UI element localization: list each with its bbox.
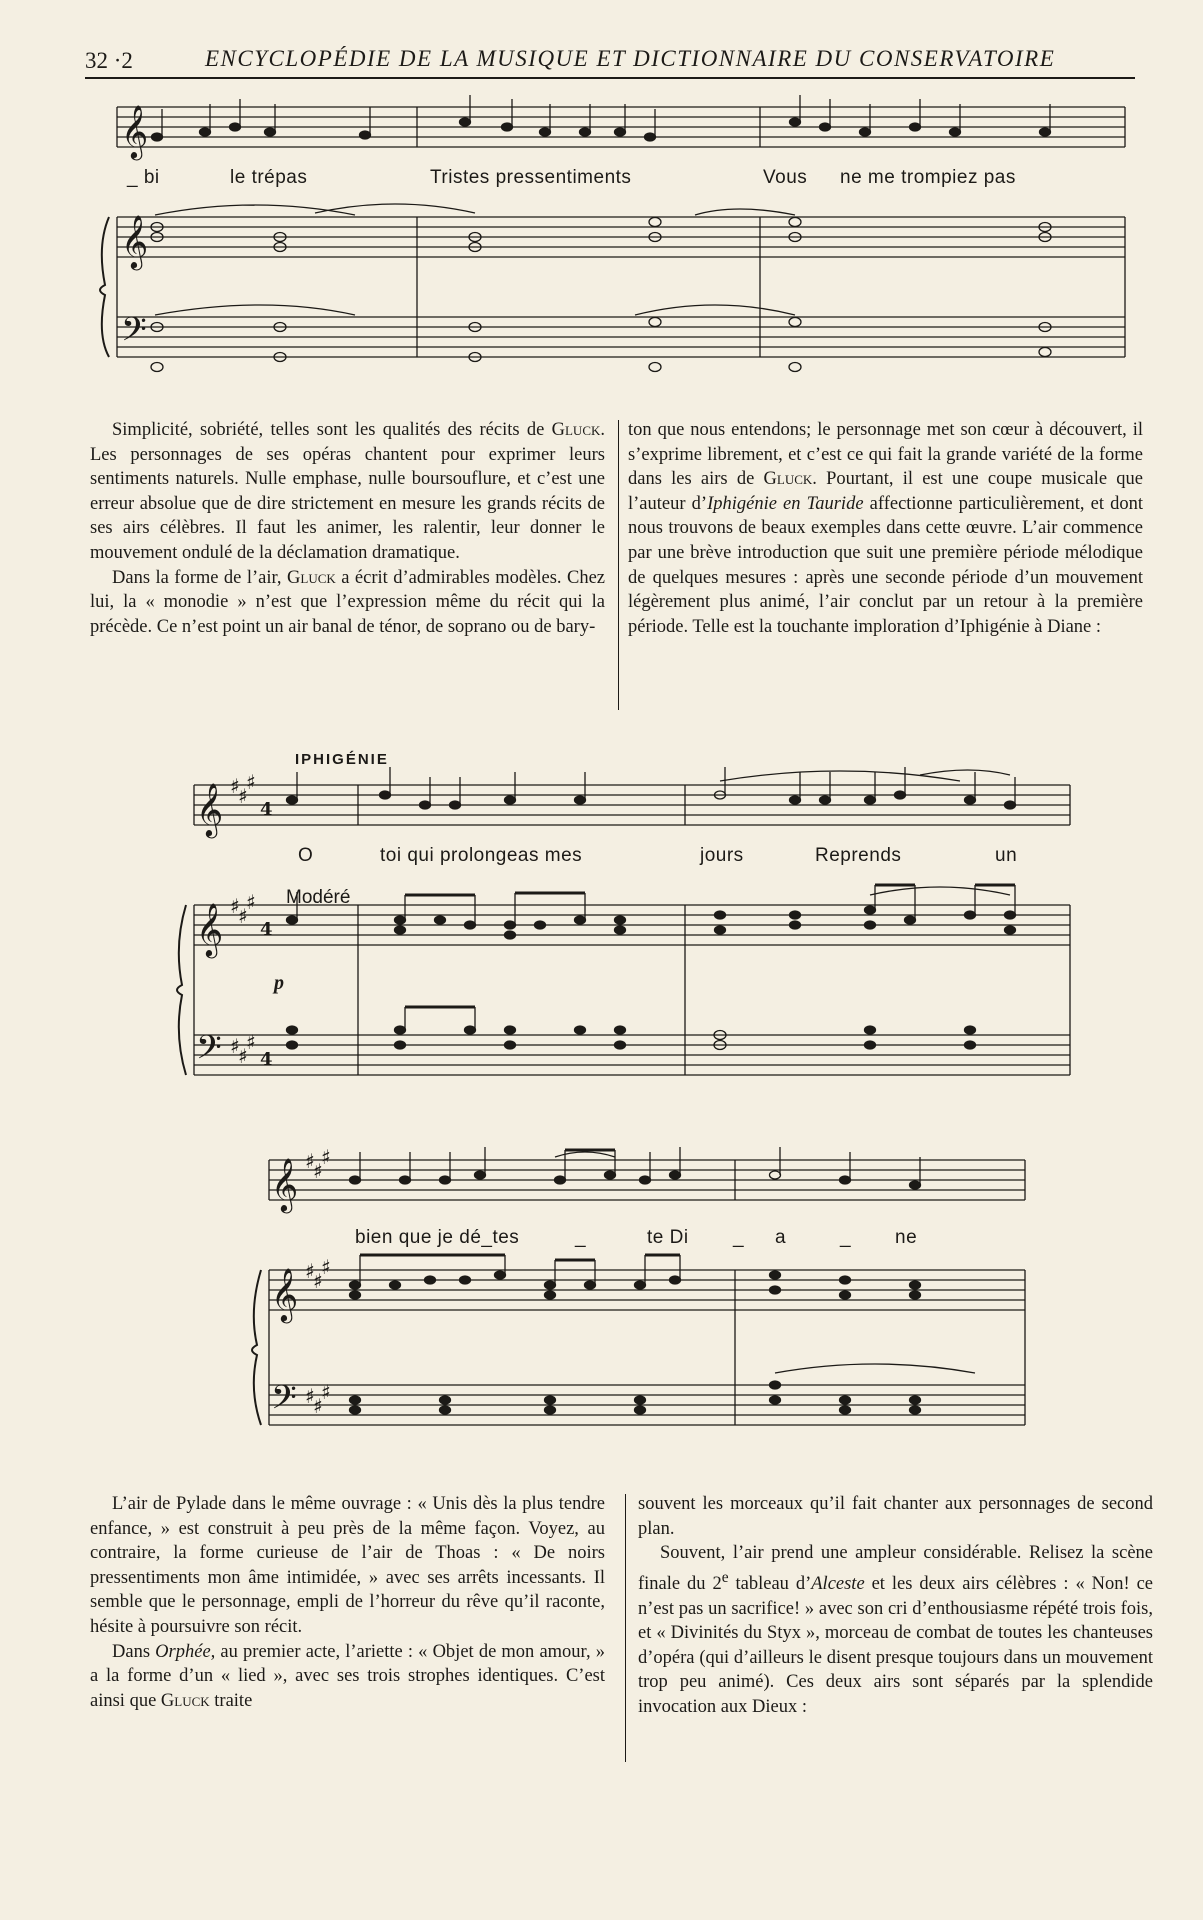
svg-text:𝄢: 𝄢 — [196, 1029, 222, 1075]
superscript: e — [721, 1568, 729, 1586]
lyric: bien que je dé_tes — [355, 1227, 520, 1248]
svg-text:𝄞: 𝄞 — [196, 902, 224, 956]
lyric: _ — [575, 1227, 587, 1248]
text-column-lower-left — [90, 1492, 605, 1713]
lyric: Vous — [763, 167, 808, 188]
svg-text:4: 4 — [260, 919, 273, 940]
running-header — [85, 44, 1135, 80]
page-number: 32 ·2 — [85, 48, 133, 73]
score-system-2 — [180, 745, 1080, 1085]
lyric: le trépas — [230, 167, 308, 188]
svg-text:𝄞: 𝄞 — [121, 104, 149, 158]
work-title: Alceste — [811, 1573, 865, 1594]
column-rule — [625, 1494, 626, 1762]
svg-text:𝄞: 𝄞 — [196, 782, 224, 836]
lyric: jours — [700, 845, 744, 866]
svg-text:♯: ♯ — [305, 1149, 315, 1173]
svg-text:♯: ♯ — [246, 1030, 256, 1054]
composer-name: Gluck — [160, 1690, 210, 1711]
paragraph: Dans Orphée, au premier acte, l’ariette : « Objet de mon amour, » a la forme d’un « lied », avec ses trois strophes identiques. C’est ainsi que Gluck traite — [90, 1641, 605, 1711]
lyrics-line-2 — [180, 845, 1080, 871]
svg-text:♯: ♯ — [230, 894, 240, 918]
lyric: Reprends — [815, 845, 902, 866]
score-system-1 — [95, 95, 1125, 385]
music-system-1 — [95, 95, 1125, 385]
lyrics-line-3 — [255, 1227, 1035, 1253]
svg-text:♯: ♯ — [313, 1394, 323, 1418]
music-system-2 — [180, 745, 1080, 1085]
dynamic-marking: p — [274, 972, 284, 994]
svg-text:♯: ♯ — [246, 890, 256, 914]
lyric: Tristes pressentiments — [430, 167, 632, 188]
composer-name: Gluck — [287, 567, 336, 588]
lyric: O — [298, 845, 314, 866]
svg-text:𝄞: 𝄞 — [271, 1157, 299, 1211]
lyric: _ bi — [127, 167, 160, 188]
paragraph: Simplicité, sobriété, telles sont les qualités des récits de Gluck. Les personnages de ses opéras chantent pour exprimer leurs sentiments naturels. Nulle emphase, nulle boursouflure, et c’est une erreur absolue que de dire strictement en mesure les grands récits de ses airs célèbres. Il faut les animer, les ralentir, leur donner le mouvement ondulé de la déclamation dramatique. — [90, 420, 605, 563]
svg-text:♯: ♯ — [238, 904, 248, 928]
lyric: a — [775, 1227, 787, 1248]
text-column-upper-left — [90, 418, 605, 639]
svg-text:♯: ♯ — [313, 1269, 323, 1293]
lyric: _ — [840, 1227, 852, 1248]
svg-text:𝄢: 𝄢 — [271, 1379, 297, 1425]
music-system-3 — [255, 1145, 1035, 1445]
svg-text:♯: ♯ — [230, 774, 240, 798]
lyric: te Di — [647, 1227, 689, 1248]
svg-text:4: 4 — [260, 799, 273, 820]
composer-name: Gluck — [763, 469, 813, 490]
paragraph: L’air de Pylade dans le même ouvrage : « Unis dès la plus tendre enfance, » est construit à peu près de la même façon. Voyez, au contraire, la forme curieuse de l’air de Thoas : « De noirs pressentiments mon âme intimidée, » avec ses arrêts incessants. Il semble que le personnage, empli de l’horreur du rêve qu’il raconte, hésite à poursuivre son récit. — [90, 1494, 605, 1637]
tempo-marking: Modéré — [286, 887, 351, 908]
running-title: ENCYCLOPÉDIE DE LA MUSIQUE ET DICTIONNAIRE DU CONSERVATOIRE — [205, 46, 1056, 71]
lyric: _ — [733, 1227, 745, 1248]
svg-text:♯: ♯ — [321, 1255, 331, 1279]
svg-text:𝄢: 𝄢 — [121, 311, 147, 357]
svg-text:𝄞: 𝄞 — [121, 214, 149, 268]
paragraph: souvent les morceaux qu’il fait chanter aux personnages de second plan. — [638, 1494, 1153, 1539]
svg-text:♯: ♯ — [313, 1159, 323, 1183]
column-rule — [618, 420, 619, 710]
paragraph: Dans la forme de l’air, Gluck a écrit d’admirables modèles. Chez lui, la « monodie » n’est que l’expression même du récit qui la précède. Ce n’est point un air banal de ténor, de soprano ou de bary- — [90, 567, 606, 637]
score-system-3 — [255, 1145, 1035, 1445]
text-column-upper-right — [628, 418, 1143, 639]
character-name: IPHIGÉNIE — [295, 751, 389, 768]
svg-text:𝄞: 𝄞 — [271, 1267, 299, 1321]
svg-text:♯: ♯ — [305, 1384, 315, 1408]
svg-text:♯: ♯ — [305, 1259, 315, 1283]
lyric: un — [995, 845, 1018, 866]
svg-text:♯: ♯ — [238, 784, 248, 808]
paragraph: ton que nous entendons; le personnage met son cœur à découvert, il s’exprime librement, et c’est ce qui fait la grande variété de la forme dans les airs de Gluck. Pourtant, il est une coupe musicale que l’auteur d’Iphigénie en Tauride affectionne particulièrement, et dont nous trouvons de beaux exemples dans cette œuvre. L’air commence par une brève introduction que suit une première période mélodique de quelques mesures : après une seconde période d’un mouvement légèrement plus animé, l’air conclut par un retour à la première période. Telle est la touchante imploration d’Iphigénie à Diane : — [628, 420, 1143, 637]
svg-text:♯: ♯ — [246, 770, 256, 794]
svg-text:♯: ♯ — [238, 1044, 248, 1068]
composer-name: Gluck — [551, 420, 601, 440]
work-title: Orphée, — [155, 1641, 216, 1662]
header-rule — [85, 77, 1135, 79]
svg-text:4: 4 — [260, 1049, 273, 1070]
svg-text:♯: ♯ — [321, 1380, 331, 1404]
lyrics-line-1 — [95, 167, 1125, 193]
paragraph: Souvent, l’air prend une ampleur considérable. Relisez la scène finale du 2e tableau d’Alceste et les deux airs célèbres : « Non! ce n’est pas un sacrifice! » avec son cri d’enthousiasme répété trois fois, et « Divinités du Styx », morceau de combat de toutes les chanteuses d’opéra (qui d’ailleurs le disent presque toujours dans un mouvement trop peu animé). Ces deux airs sont séparés par la splendide invocation aux Dieux : — [638, 1543, 1153, 1717]
svg-text:♯: ♯ — [230, 1034, 240, 1058]
work-title: Iphigénie en Tauride — [707, 493, 864, 514]
svg-text:♯: ♯ — [321, 1145, 331, 1169]
lyric: ne — [895, 1227, 918, 1248]
text-column-lower-right — [638, 1492, 1153, 1720]
lyric: toi qui prolongeas mes — [380, 845, 583, 866]
lyric: ne me trompiez pas — [840, 167, 1016, 188]
